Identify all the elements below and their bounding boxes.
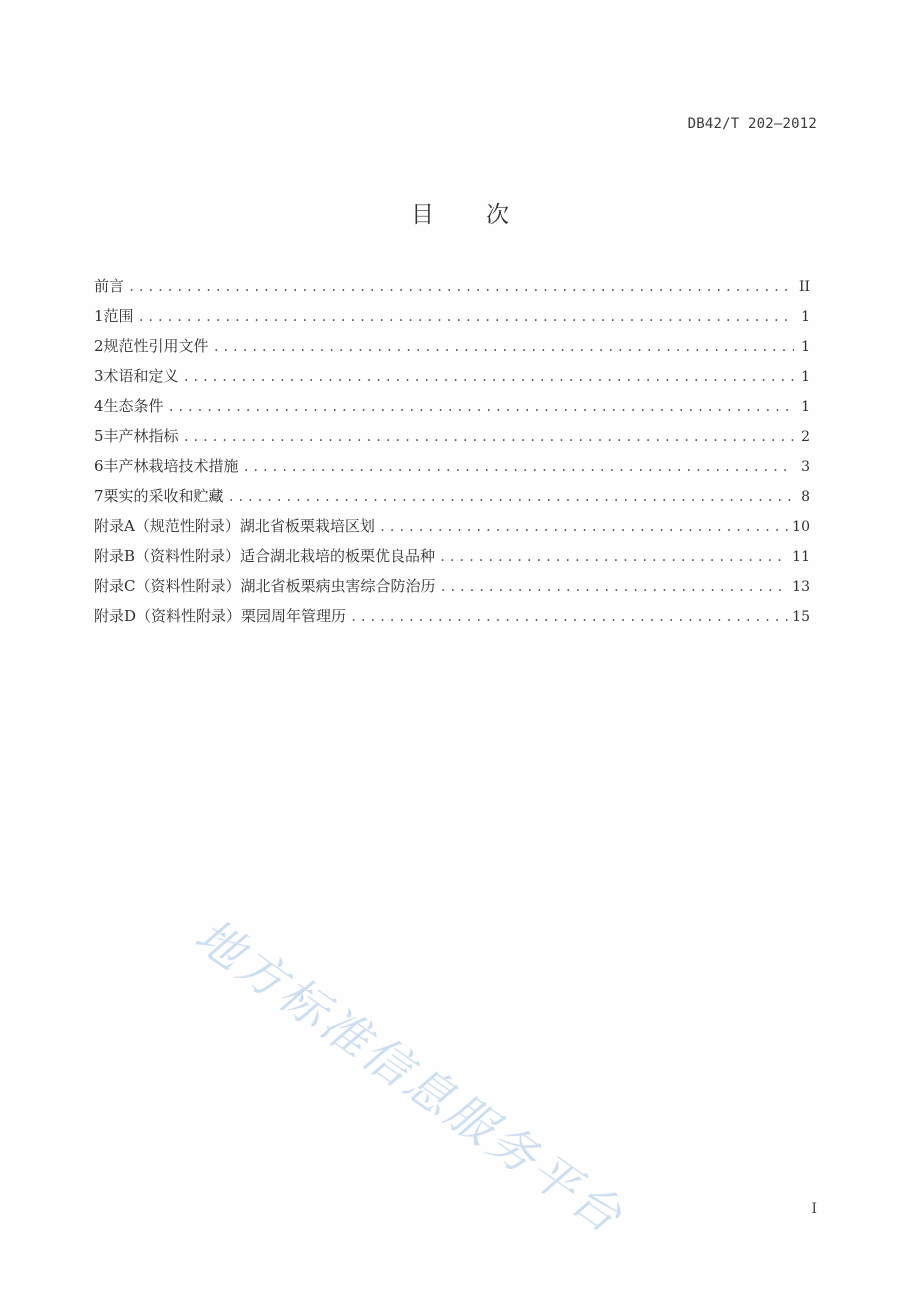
toc-leader-dots — [228, 482, 794, 512]
toc-entry-terms-definitions[interactable] — [94, 361, 810, 391]
toc-entry-label: 术语和定义 — [103, 367, 179, 385]
toc-leader-dots — [213, 332, 794, 362]
toc-entry-scope[interactable] — [94, 301, 810, 331]
toc-entry-label: 栗园周年管理历 — [241, 607, 347, 625]
toc-entry-page: II — [798, 279, 810, 295]
toc-leader-dots — [168, 392, 794, 422]
toc-entry-page: 1 — [801, 399, 810, 415]
toc-entry-page: 15 — [792, 609, 810, 625]
toc-entry-normative-references[interactable] — [94, 331, 810, 361]
toc-entry-ecological-conditions[interactable] — [94, 391, 810, 421]
toc-entry-harvest-storage[interactable] — [94, 481, 810, 511]
toc-entry-appendix-prefix: 附录A（规范性附录） — [94, 517, 240, 535]
toc-entry-number: 4 — [94, 397, 104, 415]
page-number: I — [811, 1201, 817, 1217]
toc-entry-appendix-b[interactable] — [94, 541, 810, 571]
toc-entry-page: 1 — [801, 369, 810, 385]
toc-leader-dots — [350, 602, 788, 632]
document-code: DB42/T 202—2012 — [687, 116, 817, 132]
toc-entry-page: 13 — [792, 579, 810, 595]
toc-entry-page: 1 — [801, 309, 810, 325]
toc-leader-dots — [440, 572, 789, 602]
toc-entry-number: 5 — [94, 427, 104, 445]
toc-entry-number: 1 — [94, 307, 104, 325]
toc-leader-dots — [183, 362, 794, 392]
toc-entry-label: 前言 — [94, 277, 125, 295]
toc-entry-number: 2 — [94, 337, 104, 355]
toc-leader-dots — [138, 302, 794, 332]
toc-entry-page: 2 — [801, 429, 810, 445]
toc-entry-label: 丰产林栽培技术措施 — [103, 457, 239, 475]
toc-entry-foreword[interactable] — [94, 271, 810, 301]
toc-entry-appendix-d[interactable] — [94, 601, 810, 631]
toc-entry-appendix-prefix: 附录B（资料性附录） — [94, 547, 241, 565]
toc-entry-label: 湖北省板栗病虫害综合防治历 — [240, 577, 436, 595]
toc-leader-dots — [183, 422, 794, 452]
toc-leader-dots — [439, 542, 788, 572]
toc-title: 目次 — [411, 202, 561, 228]
toc-leader-dots — [243, 452, 794, 482]
toc-leader-dots — [128, 272, 794, 302]
toc-entry-number: 6 — [94, 457, 104, 475]
toc-entry-page: 11 — [792, 549, 810, 565]
toc-entry-label: 范围 — [103, 307, 134, 325]
toc-entry-label: 生态条件 — [103, 397, 164, 415]
toc-entry-label: 湖北省板栗栽培区划 — [239, 517, 375, 535]
toc-entry-appendix-prefix: 附录C（资料性附录） — [94, 577, 241, 595]
toc-entry-appendix-prefix: 附录D（资料性附录） — [94, 607, 242, 625]
toc-entry-number: 7 — [94, 487, 104, 505]
toc-entry-label: 栗实的采收和贮藏 — [103, 487, 224, 505]
table-of-contents — [94, 271, 810, 631]
toc-entry-page: 10 — [792, 519, 810, 535]
toc-entry-label: 规范性引用文件 — [103, 337, 209, 355]
toc-entry-page: 8 — [801, 489, 810, 505]
toc-entry-cultivation-measures[interactable] — [94, 451, 810, 481]
toc-entry-appendix-a[interactable] — [94, 511, 810, 541]
toc-leader-dots — [379, 512, 788, 542]
toc-entry-high-yield-indicators[interactable] — [94, 421, 810, 451]
toc-entry-label: 丰产林指标 — [103, 427, 179, 445]
watermark: 地方标准信息服务平台 — [184, 908, 635, 1246]
toc-entry-appendix-c[interactable] — [94, 571, 810, 601]
toc-entry-page: 3 — [801, 459, 810, 475]
toc-entry-label: 适合湖北栽培的板栗优良品种 — [240, 547, 436, 565]
toc-entry-number: 3 — [94, 367, 104, 385]
toc-entry-page: 1 — [801, 339, 810, 355]
